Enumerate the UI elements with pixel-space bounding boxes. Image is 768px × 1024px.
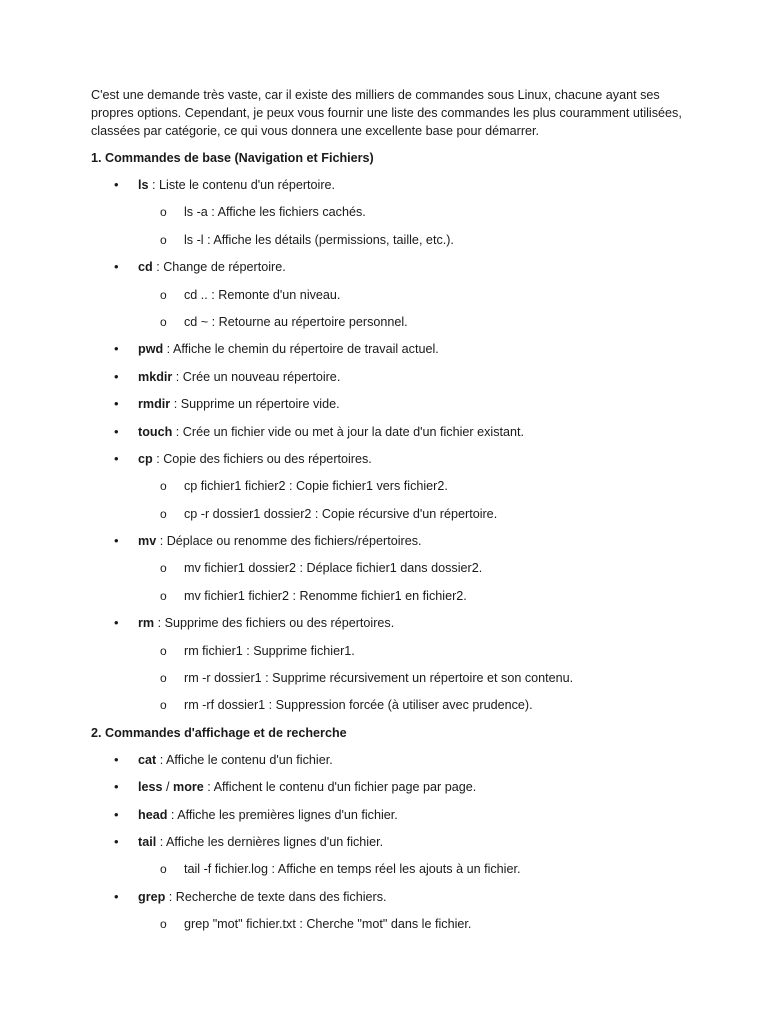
sub-item-text: cp fichier1 fichier2 : Copie fichier1 vers fichier2. [184,479,448,494]
command-name: mkdir [138,369,173,384]
command-name: more [173,780,204,795]
list-item [91,614,691,641]
sub-item-text: cd .. : Remonte d'un niveau. [184,287,341,302]
sub-bullet-marker: o [160,862,167,877]
command-name: mv [138,534,157,549]
command-name: less [138,780,163,795]
sub-list-item [91,587,691,614]
sub-item-text: ls -l : Affiche les détails (permissions, taille, etc.). [184,232,454,247]
bullet-marker: • [114,533,119,549]
sub-list-item [91,231,691,258]
sub-list-item [91,642,691,669]
command-description: : Affiche le contenu d'un fichier. [156,752,333,767]
sub-bullet-marker: o [160,643,167,658]
bullet-marker: • [114,450,119,466]
command-name: cp [138,451,153,466]
bullet-marker: • [114,396,119,412]
sub-item-text: tail -f fichier.log : Affiche en temps réel les ajouts à un fichier. [184,862,521,877]
sub-bullet-marker: o [160,287,167,302]
sub-list-item [91,313,691,340]
sub-bullet-marker: o [160,671,167,686]
list-item [91,806,691,833]
intro-paragraph: C'est une demande très vaste, car il existe des milliers de commandes sous Linux, chacune ayant ses propres options. Cependant, je peux vous fournir une liste des commandes les plus couramment utilisées, classées par catégorie, ce qui vous donnera une excellente base pour démarrer. [91,88,682,138]
command-description: : Affiche les premières lignes d'un fichier. [167,807,398,822]
sub-bullet-marker: o [160,479,167,494]
command-description: : Affiche les dernières lignes d'un fichier. [156,834,384,849]
bullet-marker: • [114,806,119,822]
sub-list-item [91,477,691,504]
sub-list-item [91,860,691,887]
sub-bullet-marker: o [160,314,167,329]
sub-item-text: cd ~ : Retourne au répertoire personnel. [184,314,408,329]
command-name: cat [138,752,157,767]
sub-item-text: mv fichier1 fichier2 : Renomme fichier1 en fichier2. [184,588,467,603]
sub-list-item [91,203,691,230]
document-body [91,149,691,943]
section-heading: 2. Commandes d'affichage et de recherche [91,725,347,740]
document-page [91,86,691,943]
list-item [91,368,691,395]
command-description: : Crée un nouveau répertoire. [172,369,341,384]
command-separator: / [162,780,174,795]
sub-list-item [91,669,691,696]
command-name: head [138,807,168,822]
sub-list-item [91,286,691,313]
sub-item-text: ls -a : Affiche les fichiers cachés. [184,205,366,220]
sub-item-text: rm -r dossier1 : Supprime récursivement un répertoire et son contenu. [184,671,574,686]
list-item [91,423,691,450]
list-item [91,833,691,860]
bullet-marker: • [114,423,119,439]
bullet-marker: • [114,368,119,384]
sub-bullet-marker: o [160,698,167,713]
bullet-marker: • [114,615,119,631]
command-name: rmdir [138,397,171,412]
sub-list-item [91,915,691,942]
command-description: : Affichent le contenu d'un fichier page par page. [203,780,477,795]
sub-item-text: grep "mot" fichier.txt : Cherche "mot" dans le fichier. [184,917,472,932]
sub-item-text: mv fichier1 dossier2 : Déplace fichier1 dans dossier2. [184,561,483,576]
command-description: : Crée un fichier vide ou met à jour la date d'un fichier existant. [172,424,524,439]
command-description: : Affiche le chemin du répertoire de travail actuel. [163,342,439,357]
sub-bullet-marker: o [160,506,167,521]
sub-item-text: cp -r dossier1 dossier2 : Copie récursive d'un répertoire. [184,506,498,521]
list-item [91,532,691,559]
sub-bullet-marker: o [160,917,167,932]
command-description: : Supprime un répertoire vide. [170,397,340,412]
bullet-marker: • [114,177,119,192]
list-item [91,258,691,285]
sub-item-text: rm -rf dossier1 : Suppression forcée (à utiliser avec prudence). [184,698,533,713]
sub-bullet-marker: o [160,205,167,220]
list-item [91,778,691,805]
list-item [91,340,691,367]
list-item [91,450,691,477]
list-item [91,751,691,778]
bullet-marker: • [114,259,119,275]
bullet-marker: • [114,751,119,767]
list-item [91,176,691,203]
bullet-marker: • [114,341,119,357]
sub-item-text: rm fichier1 : Supprime fichier1. [184,643,355,658]
command-name: cd [138,260,153,275]
list-item [91,395,691,422]
bullet-marker: • [114,779,119,795]
section-heading: 1. Commandes de base (Navigation et Fichiers) [91,151,374,165]
command-description: : Change de répertoire. [152,260,286,275]
list-item [91,888,691,915]
command-name: touch [138,424,173,439]
command-description: : Supprime des fichiers ou des répertoires. [154,616,395,631]
sub-list-item [91,505,691,532]
command-name: tail [138,834,157,849]
command-description: : Copie des fichiers ou des répertoires. [152,451,372,466]
sub-bullet-marker: o [160,232,167,247]
sub-list-item [91,559,691,586]
command-description: : Recherche de texte dans des fichiers. [165,889,387,904]
command-name: grep [138,889,166,904]
command-description: : Déplace ou renomme des fichiers/répertoires. [156,534,422,549]
sub-bullet-marker: o [160,561,167,576]
bullet-marker: • [114,888,119,904]
command-name: rm [138,616,155,631]
command-name: ls [138,178,149,192]
sub-bullet-marker: o [160,588,167,603]
command-name: pwd [138,342,164,357]
sub-list-item [91,696,691,723]
bullet-marker: • [114,833,119,849]
command-description: : Liste le contenu d'un répertoire. [148,178,336,192]
